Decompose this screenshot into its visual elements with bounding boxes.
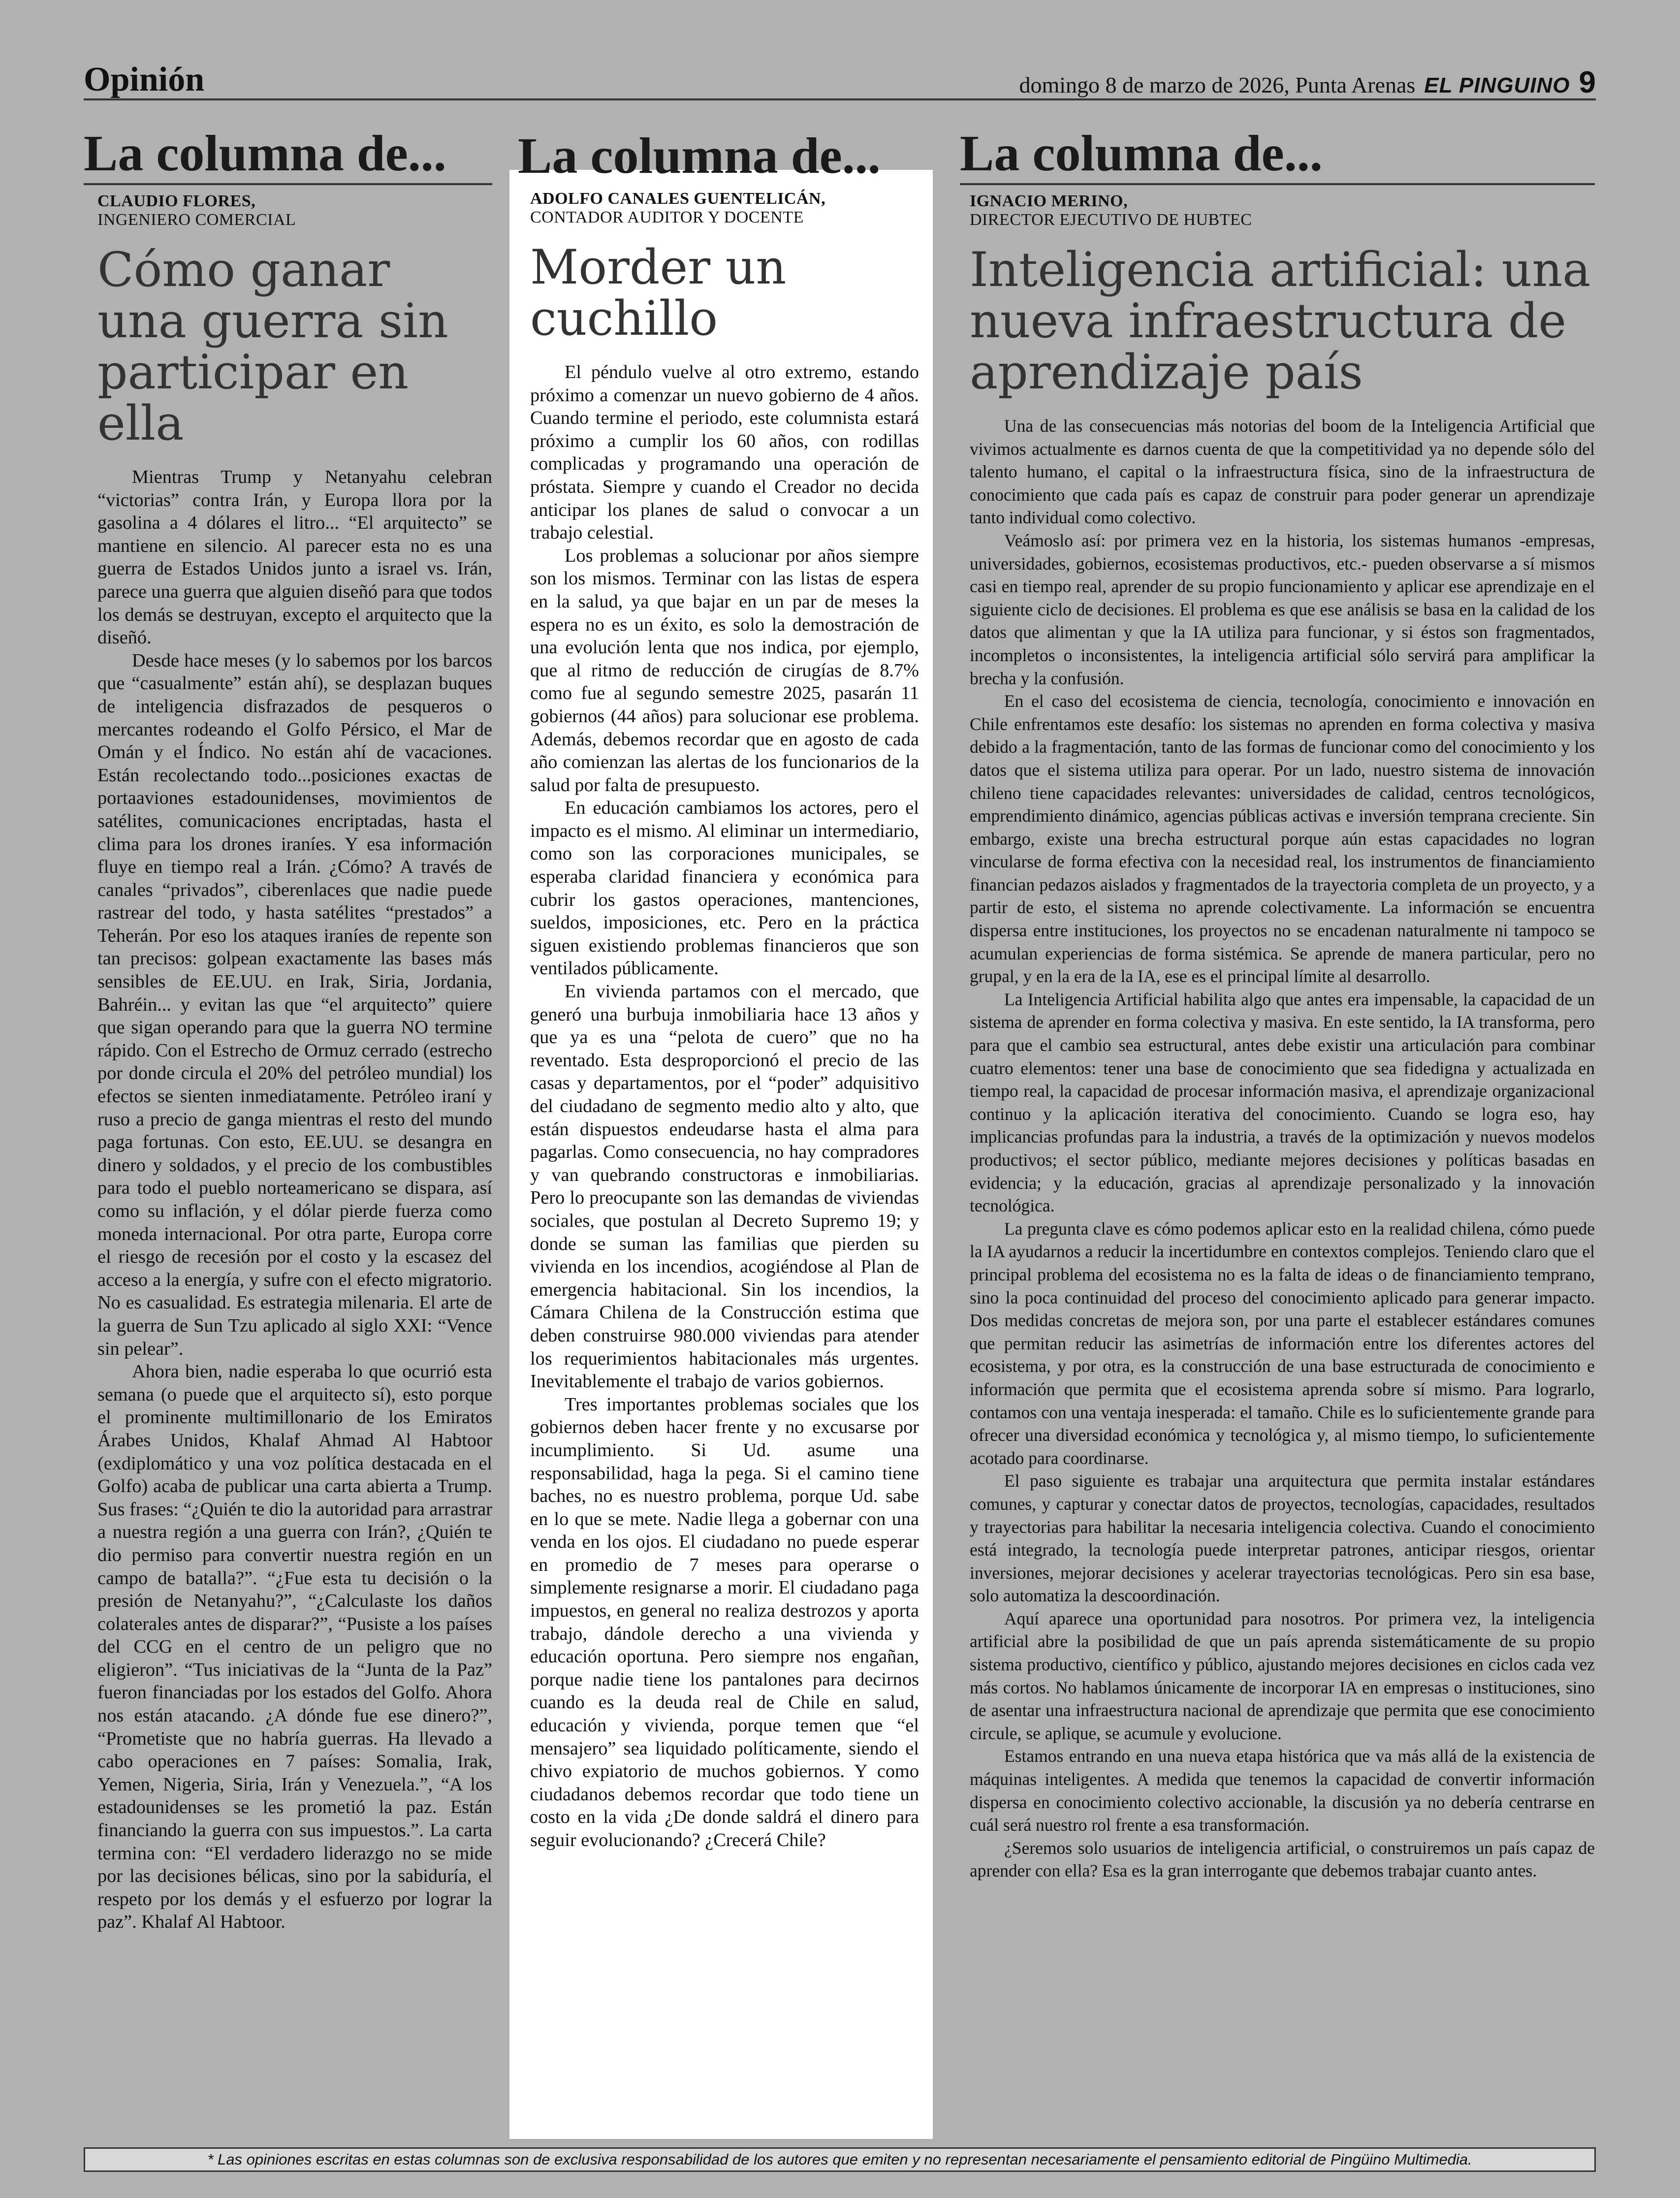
paragraph: Aquí aparece una oportunidad para nosotros. Por primera vez, la inteligencia artificial abre la posibilidad de que un país aprenda sistemáticamente de su propio sistema productivo, científico y público, ajustando mejores decisiones en ciclos cada vez más cortos. No hablamos únicamente de incorporar IA en empresas o instituciones, sino de asentar una infraestructura nacional de aprendizaje que permita que ese conocimiento circule, se aplique, se acumule y evolucione. xyxy=(970,1608,1595,1743)
section-name: Opinión xyxy=(84,61,205,98)
divider xyxy=(960,183,1595,185)
article-title: Cómo ganar una guerra sin participar en ella xyxy=(97,242,448,451)
paragraph: Una de las consecuencias más notorias del boom de la Inteligencia Artificial que vivimos actualmente es darnos cuenta de que la competitividad ya no depende sólo del talento humano, el capital o la infraestructura física, sino de la infraestructura de conocimiento que cada país es capaz de construir para poder generar un aprendizaje tanto individual como colectivo. xyxy=(970,416,1595,528)
paragraph: Tres importantes problemas sociales que los gobiernos deben hacer frente y no excusarse por incumplimiento. Si Ud. asume una responsabilidad, haga la pega. Si el camino tiene baches, no es nuestro problema, porque Ud. sabe en lo que se mete. Nadie llega a gobernar con una venda en los ojos. El ciudadano no puede esperar en promedio de 7 meses para operarse o simplemente resignarse a morir. El ciudadano paga impuestos, en general no realiza destrozos y aporta trabajo, dándole derecho a una vivienda y educación oportuna. Pero siempre nos engañan, porque nadie tiene los pantalones para decirnos cuando es la deuda real de Chile en salud, educación y vivienda, porque temen que “el mensajero” sea liquidado políticamente, siendo el chivo expiatorio de muchos gobiernos. Y como ciudadanos debemos recordar que todo tiene un costo en la vida ¿De donde saldrá el dinero para seguir evolucionando? ¿Crecerá Chile? xyxy=(530,1394,919,1850)
divider xyxy=(84,183,492,185)
author-role: CONTADOR AUDITOR Y DOCENTE xyxy=(530,208,804,226)
article-title: Inteligencia artificial: una nueva infraestructura de aprendizaje país xyxy=(970,242,1591,400)
column-label: La columna de... xyxy=(960,125,1323,182)
column-2-header xyxy=(518,127,881,184)
paragraph: El péndulo vuelve al otro extremo, estando próximo a comenzar un nuevo gobierno de 4 años. Cuando termine el periodo, este columnista estará próximo a cumplir los 60 años, con rodillas complicadas y programando una operación de próstata. Siempre y cuando el Creador no decida anticipar los planes de salud o convocar a un trabajo celestial. xyxy=(530,362,919,543)
column-label: La columna de... xyxy=(84,125,446,182)
author-role: INGENIERO COMERCIAL xyxy=(97,211,296,229)
paragraph: Los problemas a solucionar por años siempre son los mismos. Terminar con las listas de espera en la salud, ya que bajar en un par de meses la espera no es un éxito, es solo la demostración de una evolución lenta que nos indica, por ejemplo, que al ritmo de reducción de cirugías de 8.7% como fue al segundo semestre 2025, pasarán 11 gobiernos (44 años) para solucionar ese problema. Además, debemos recordar que en agosto de cada año comienzan las alertas de los funcionarios de la salud por falta de presupuesto. xyxy=(530,545,919,796)
page-number: 9 xyxy=(1579,65,1596,99)
paragraph: Mientras Trump y Netanyahu celebran “victorias” contra Irán, y Europa llora por la gasolina a 4 dólares el litro... “El arquitecto” se mantiene en silencio. Al parecer esta no es una guerra de Estados Unidos junto a israel vs. Irán, parece una guerra que alguien diseñó para que todos los demás se destruyan, excepto el arquitecto que la diseñó. xyxy=(97,467,492,648)
paragraph: ¿Seremos solo usuarios de inteligencia artificial, o construiremos un país capaz de aprender con ella? Esa es la gran interrogante que debemos trabajar cuanto antes. xyxy=(970,1838,1595,1881)
newspaper-logo: EL PINGUINO xyxy=(1424,73,1570,97)
article-title: Morder un cuchillo xyxy=(530,240,787,346)
article-body xyxy=(84,466,492,1934)
author-name: CLAUDIO FLORES, xyxy=(97,192,256,210)
paragraph: Veámoslo así: por primera vez en la historia, los sistemas humanos -empresas, universidades, gobiernos, ecosistemas productivos, etc.- pueden observarse a sí mismos casi en tiempo real, aprender de su propio funcionamiento y aplicar ese aprendizaje en el siguiente ciclo de decisiones. El problema es que ese análisis se basa en la calidad de los datos que alimentan y que la IA utiliza para funcionar, y si éstos son fragmentados, incompletos o inconsistentes, la inteligencia artificial sólo servirá para amplificar la brecha y la confusión. xyxy=(970,530,1595,688)
publication-date: domingo 8 de marzo de 2026, Punta Arenas xyxy=(1019,72,1416,97)
article-body xyxy=(960,414,1595,1882)
paragraph: La pregunta clave es cómo podemos aplicar esto en la realidad chilena, cómo puede la IA ayudarnos a reducir la incertidumbre en contextos complejos. Teniendo claro que el principal problema del ecosistema no es la falta de ideas o de financiamiento temprano, sino la poca continuidad del proceso del conocimiento aplicado para generar impacto. Dos medidas concretas de mejora son, por una parte el establecer estándares comunes que permitan reducir las asimetrías de información entre los diferentes actores del ecosistema, y por otra, es la construcción de una base estructurada de conocimiento e información que permita que el ecosistema aprenda sobre sí mismo. Para lograrlo, contamos con una ventaja inesperada: el tamaño. Chile es lo suficientemente grande para ofrecer una diversidad económica y tecnológica y, al mismo tiempo, lo suficientemente acotado para coordinarse. xyxy=(970,1218,1595,1468)
opinion-column-3 xyxy=(960,125,1595,1882)
author-name: IGNACIO MERINO, xyxy=(970,192,1128,210)
author-role: DIRECTOR EJECUTIVO DE HUBTEC xyxy=(970,211,1252,229)
paragraph: El paso siguiente es trabajar una arquitectura que permita instalar estándares comunes, y capturar y conectar datos de proyectos, tecnologías, capacidades, resultados y trayectorias para habilitar la necesaria inteligencia colectiva. Cuando el conocimiento está integrado, la tecnología puede interpretar patrones, anticipar riesgos, orientar inversiones, mejorar decisiones y acelerar trayectorias tecnológicas. Pero sin esa base, solo automatiza la descoordinación. xyxy=(970,1471,1595,1606)
paragraph: En educación cambiamos los actores, pero el impacto es el mismo. Al eliminar un intermediario, como son las corporaciones municipales, se esperaba claridad financiera y económica para cubrir los gastos operaciones, mantenciones, sueldos, imposiciones, etc. Pero en la práctica siguen existiendo problemas financieros que son ventilados públicamente. xyxy=(530,797,919,979)
opinion-column-1 xyxy=(84,125,492,1934)
disclaimer-footer: * Las opiniones escritas en estas columnas son de exclusiva responsabilidad de los autores que emiten y no representan necesariamente el pensamiento editorial de Pingüino Multimedia. xyxy=(84,2147,1596,2172)
page-header xyxy=(84,54,1596,100)
paragraph: Ahora bien, nadie esperaba lo que ocurrió esta semana (o puede que el arquitecto sí), esto porque el prominente multimillonario de los Emiratos Árabes Unidos, Khalaf Ahmad Al Habtoor (exdiplomático y una voz política destacada en el Golfo) acaba de publicar una carta abierta a Trump. Sus frases: “¿Quién te dio la autoridad para arrastrar a nuestra región a una guerra con Irán?, ¿Quién te dio permiso para convertir nuestra región en un campo de batalla?”. “¿Fue esta tu decisión o la presión de Netanyahu?”, “¿Calculaste los daños colaterales antes de disparar?”, “Pusiste a los países del CCG en el centro de un peligro que no eligieron”. “Tus iniciativas de la “Junta de la Paz” fueron financiadas por los estados del Golfo. Ahora nos están atacando. ¿A dónde fue ese dinero?”, “Prometiste que no habría guerras. Ha llevado a cabo operaciones en 7 países: Somalia, Irak, Yemen, Nigeria, Siria, Irán y Venezuela.”, “A los estadounidenses se les prometió la paz. Están financiando la guerra con sus impuestos.”. La carta termina con: “El verdadero liderazgo no se mide por las decisiones bélicas, sino por la sabiduría, el respeto por los demás y el esfuerzo por lograr la paz”. Khalaf Al Habtoor. xyxy=(97,1361,492,1933)
paragraph: La Inteligencia Artificial habilita algo que antes era impensable, la capacidad de un sistema de aprender en forma colectiva y masiva. En este sentido, la IA transforma, pero para que el cambio sea estructural, antes debe existir una articulación para combinar cuatro elementos: tener una base de conocimiento que sea fidedigna y actualizada en tiempo real, la capacidad de procesar información masiva, el aprendizaje organizacional continuo y la aplicación iterativa del conocimiento. Cuando se logra eso, hay implicancias profundas para la industria, a través de la optimización y nuevos modelos productivos; el sector público, mediante mejores decisiones y políticas basadas en evidencia; y la educación, gracias al aprendizaje personalizado y la innovación tecnológica. xyxy=(970,989,1595,1216)
opinion-column-2 xyxy=(509,170,933,2139)
header-info xyxy=(1019,65,1596,100)
column-label: La columna de... xyxy=(518,127,881,184)
author-name: ADOLFO CANALES GUENTELICÁN, xyxy=(530,190,826,208)
article-body xyxy=(530,361,919,1852)
paragraph: Estamos entrando en una nueva etapa histórica que va más allá de la existencia de máquinas inteligentes. A medida que tenemos la capacidad de convertir información dispersa en conocimiento colectivo accionable, la discusión ya no debería centrarse en cuál será nuestro rol frente a esa transformación. xyxy=(970,1746,1595,1835)
paragraph: En el caso del ecosistema de ciencia, tecnología, conocimiento e innovación en Chile enfrentamos este desafío: los sistemas no aprenden en forma colectiva y masiva debido a la fragmentación, tanto de las formas de funcionar como del conocimiento y los datos que el sistema utiliza para operar. Por un lado, nuestro sistema de innovación chileno tiene capacidades relevantes: universidades de calidad, centros tecnológicos, emprendimiento dinámico, agencias públicas activas e inversión temprana creciente. Sin embargo, existe una brecha estructural porque aún estas capacidades no logran vincularse de forma efectiva con la necesidad real, los instrumentos de financiamiento financian pedazos aislados y fragmentados de la trayectoria completa de un proyecto, y a partir de esto, el sistema no aprende colectivamente. La información se encuentra dispersa entre instituciones, los proyectos no se encadenan naturalmente ni tampoco se acumulan experiencias de forma sistémica. Se aprende de manera particular, pero no grupal, y en la era de la IA, ese es el principal límite al desarrollo. xyxy=(970,691,1595,987)
paragraph: En vivienda partamos con el mercado, que generó una burbuja inmobiliaria hace 13 años y que ya es una “pelota de cuero” que no ha reventado. Esta desproporcionó el precio de las casas y departamentos, por el “poder” adquisitivo del ciudadano de segmento medio alto y alto, que están dispuestos endeudarse hasta el alma para pagarlas. Como consecuencia, no hay compradores y van quebrando constructoras e inmobiliarias. Pero lo preocupante son las demandas de viviendas sociales, que postulan al Decreto Supremo 19; y donde se suman las familias que pierden su vivienda en los incendios, acogiéndose al Plan de emergencia habitacional. Sin los incendios, la Cámara Chilena de la Construcción estima que deben construirse 980.000 viviendas para atender los requerimientos habitacionales más urgentes. Inevitablemente el trabajo de varios gobiernos. xyxy=(530,981,919,1392)
paragraph: Desde hace meses (y lo sabemos por los barcos que “casualmente” están ahí), se desplazan buques de inteligencia disfrazados de pesqueros o mercantes rodeando el Golfo Pérsico, el Mar de Omán y el Índico. No están ahí de vacaciones. Están recolectando todo...posiciones exactas de portaaviones estadounidenses, movimientos de satélites, comunicaciones encriptadas, hasta el clima para los drones iraníes. Y esa información fluye en tiempo real a Irán. ¿Cómo? A través de canales “privados”, ciberenlaces que nadie puede rastrear del todo, y hasta satélites “prestados” a Teherán. Por eso los ataques iraníes de repente son tan precisos: golpean exactamente las bases más sensibles de EE.UU. en Irak, Siria, Jordania, Bahréin... y evitan las que “el arquitecto” quiere que sigan operando para que la guerra NO termine rápido. Con el Estrecho de Ormuz cerrado (estrecho por donde circula el 20% del petróleo mundial) los efectos se sienten inmediatamente. Petróleo iraní y ruso a precio de ganga mientras el resto del mundo paga fortunas. Con esto, EE.UU. se desangra en dinero y soldados, y el precio de los combustibles para todo el pueblo norteamericano se dispara, así como su inflación, y el dólar pierde fuerza como moneda internacional. Por otra parte, Europa corre el riesgo de recesión por el costo y la escasez del acceso a la energía, y sufre con el efecto migratorio. No es casualidad. Es estrategia milenaria. El arte de la guerra de Sun Tzu aplicado al siglo XXI: “Vence sin pelear”. xyxy=(97,650,492,1359)
